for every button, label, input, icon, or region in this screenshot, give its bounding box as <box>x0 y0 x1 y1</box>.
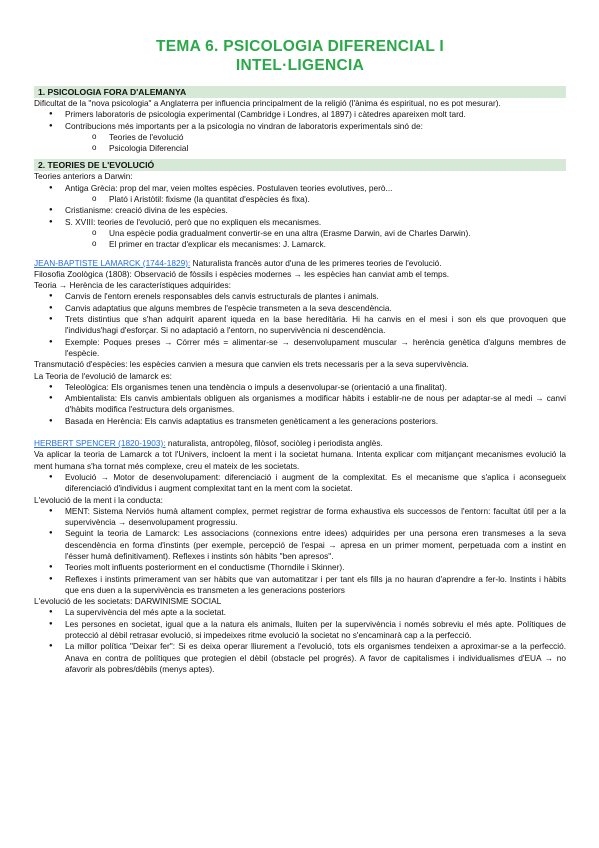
sub-list-item: o Teories de l'evolució <box>34 132 566 143</box>
spencer-ment-intro: L'evolució de la ment i la conducta: <box>34 494 163 505</box>
sub-list-item: o Una espècie podia gradualment convertir-se en una altra (Erasme Darwin, avi de Charles Darwin). <box>34 228 566 239</box>
list-item: ● La millor política "Deixar fer": Si es deixa operar lliurement a l'evolució, tots els organismes tendeixen a aproximar-se a la perfecció. Anava en contra de polítiques que protegien el dèbil (obstacle pel progrés). A favor de capitalismes i individualismes d'EUA → no afavorir als pobres/dèbils (menys aptes). <box>34 641 566 675</box>
sub-list-item: o Psicologia Diferencial <box>34 143 566 154</box>
lamarck-transmutacio: Transmutació d'espècies: les espècies canvien a mesura que canvien els trets necessaris per a la seva supervivència. <box>34 359 469 370</box>
spencer-block <box>34 438 566 675</box>
list-item: ● Canvis adaptatius que alguns membres de l'espècie transmeten a la seva descendència. <box>34 303 566 314</box>
list-item: ● La supervivència del més apte a la societat. <box>34 607 566 618</box>
lamarck-desc: Naturalista francès autor d'una de les primeres teories de l'evolució. <box>190 257 442 268</box>
s1-list <box>34 109 566 154</box>
list-item: ● Primers laboratoris de psicologia experimental (Cambridge i Londres, al 1897) i càtedres apareixen molt tard. <box>34 109 566 120</box>
list-item: ● MENT: Sistema Nerviós humà altament complex, permet registrar de forma exhaustiva els successos de l'entorn: facultat útil per a la supervivència → desenvolupament progressiu. <box>34 506 566 529</box>
lamarck-list-2 <box>34 382 566 427</box>
list-item: ● Teories molt influents posteriorment en el conductisme (Thorndile i Skinner). <box>34 562 566 573</box>
list-item: ● Basada en Herència: Els canvis adaptatius es transmeten genèticament a les generacions posteriors. <box>34 416 566 427</box>
title-line-1: TEMA 6. PSICOLOGIA DIFERENCIAL I <box>155 38 445 55</box>
s2-intro: Teories anteriors a Darwin: <box>34 171 133 182</box>
list-item: ● Antiga Grècia: prop del mar, veien moltes espècies. Postulaven teories evolutives, però... <box>34 183 566 194</box>
list-item: ● Cristianisme: creació divina de les espècies. <box>34 205 566 216</box>
list-item: ● Trets distintius que s'han adquirit aparent iqueda en la base hereditària. Hi ha canvis en el mesi i son els que provoquen que l'individus'hagi d'esforçar. Si no adaptació a l'entorn, no supervivència ni descendència. <box>34 314 566 337</box>
list-item: ● Exemple: Poques preses → Córrer més = alimentar-se → desenvolupament muscular → herència genètica d'alguns membres de l'espècie. <box>34 337 566 360</box>
spencer-heading <box>34 438 566 449</box>
title-line-2: INTEL·LIGENCIA <box>235 57 365 74</box>
lamarck-teoria: Teoria → Herència de les característiques adquirides: <box>34 280 231 291</box>
section-heading-2: 2. TEORIES DE L'EVOLUCIÓ <box>34 159 566 171</box>
spencer-list <box>34 472 566 495</box>
document-page <box>34 0 566 675</box>
spencer-intro: Va aplicar la teoria de Lamarck a tot l'Univers, incloent la ment i la societat humana. Intenta explicar com mitjançant mecanismes evolució la ment humana s'ha tornat més complexe, creu el mateix de les societats. <box>34 449 566 471</box>
spencer-soc-list <box>34 607 566 675</box>
sub-list-item: o Plató i Aristòtil: fixisme (la quantitat d'espècies és fixa). <box>34 194 566 205</box>
lamarck-heading <box>34 258 566 269</box>
s1-intro: Dificultat de la "nova psicologia" a Anglaterra per influencia principalment de la religió (l'ànima és espiritual, no es pot mesurar). <box>34 98 501 108</box>
list-item: ● Reflexes i instints primerament van ser hàbits que van automatitzar i per tant els fills ja no hauran d'aprendre a fer-lo. Instints i hàbits que ens duen a la supervivència es transmeten a les generacions posteriors <box>34 574 566 597</box>
lamarck-block <box>34 258 566 427</box>
list-item: ● Canvis de l'entorn erenels responsables dels canvis estructurals de plantes i animals. <box>34 291 566 302</box>
spencer-soc-intro: L'evolució de les societats: DARWINISME SOCIAL <box>34 596 222 607</box>
lamarck-filosofia: Filosofia Zoològica (1808): Observació de fòssils i espècies modernes → les espècies han canviat amb el temps. <box>34 268 450 279</box>
spencer-ment-list <box>34 506 566 596</box>
lamarck-list <box>34 291 566 359</box>
list-item: ● Contribucions més importants per a la psicologia no vindran de laboratoris experimentals sinó de: <box>34 121 566 132</box>
list-item: ● Teleològica: Els organismes tenen una tendència o impuls a desenvolupar-se (orientació a una finalitat). <box>34 382 566 393</box>
list-item: ● Seguint la teoria de Lamarck: Les associacions (connexions entre idees) adquirides per una persona eren transmeses a la seva descendència en forma d'instints (per exemple, percepció de l'espai → apresa en un primer moment, perpetuada com a instint en l'ésser humà definitivament). Reflexes i instints són hàbits "ben apresos". <box>34 528 566 562</box>
sub-list-item: o El primer en tractar d'explicar els mecanismes: J. Lamarck. <box>34 239 566 250</box>
section-heading-1: 1. PSICOLOGIA FORA D'ALEMANYA <box>34 86 566 98</box>
spencer-name: HERBERT SPENCER (1820-1903): <box>34 438 166 449</box>
s2-list <box>34 183 566 251</box>
list-item: ● Evolució → Motor de desenvolupament: diferenciació i augment de la complexitat. Es el mecanisme que s'aplica i aconsegueix diferenciació d'individus i augment complexitat tant en la ment com la societat. <box>34 472 566 495</box>
list-item: ● Ambientalista: Els canvis ambientals obliguen als organismes a modificar hàbits i establir-ne de nous per adaptar-se al medi → canvi d'hàbits modifica l'estructura dels organismes. <box>34 393 566 416</box>
list-item: ● Les persones en societat, igual que a la natura els animals, lluiten per la supervivència i només sobreviu el més apte. Polítiques de protecció al dèbil retrasar evolució, si impedeixes ritme evolució la societat no s'encaminarà cap a la perfecció. <box>34 619 566 642</box>
list-item: ● S. XVIII: teories de l'evolució, però que no expliquen els mecanismes. <box>34 217 566 228</box>
lamarck-teoria-2: La Teoria de l'evolució de lamarck es: <box>34 370 172 381</box>
spencer-desc: naturalista, antropòleg, filòsof, sociòleg i periodista anglès. <box>165 438 383 449</box>
lamarck-name: JEAN-BAPTISTE LAMARCK (1744-1829): <box>34 257 191 268</box>
page-title <box>34 37 566 75</box>
